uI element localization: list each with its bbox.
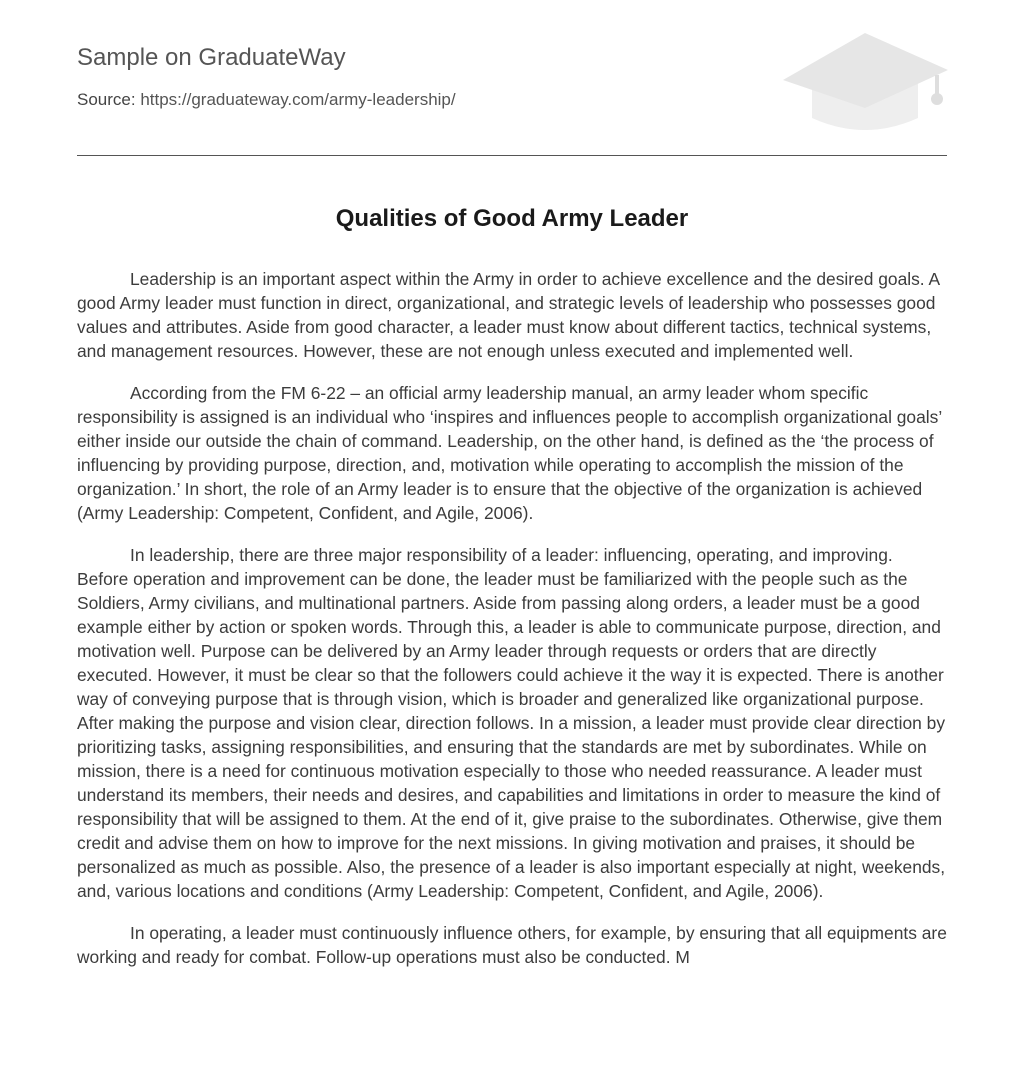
site-title: Sample on GraduateWay xyxy=(77,44,346,71)
graduation-cap-icon xyxy=(780,30,950,134)
source-link[interactable]: https://graduateway.com/army-leadership/ xyxy=(140,90,456,109)
source-label: Source: xyxy=(77,90,136,109)
essay-body xyxy=(77,267,947,987)
document-title: Qualities of Good Army Leader xyxy=(335,205,689,232)
paragraph: In operating, a leader must continuously influence others, for example, by ensuring that all equipments are working and ready for combat. Follow-up operations must also be conducted. M xyxy=(77,923,947,967)
header-divider xyxy=(77,155,947,156)
paragraph: In leadership, there are three major responsibility of a leader: influencing, operating, and improving. Before operation and improvement can be done, the leader must be familiarized with the people such as the Soldiers, Army civilians, and multinational partners. Aside from passing along orders, a leader must be a good example either by action or spoken words. Through this, a leader is able to communicate purpose, direction, and motivation well. Purpose can be delivered by an Army leader through requests or orders that are directly executed. However, it must be clear so that the followers could achieve it the way it is expected. There is another way of conveying purpose that is through vision, which is broader and generalized like organizational purpose. After making the purpose and vision clear, direction follows. In a mission, a leader must provide clear direction by prioritizing tasks, assigning responsibilities, and ensuring that the standards are met by subordinates. While on mission, there is a need for continuous motivation especially to those who needed reassurance. A leader must understand its members, their needs and desires, and capabilities and limitations in order to measure the kind of responsibility that will be assigned to them. At the end of it, give praise to the subordinates. Otherwise, give them credit and advise them on how to improve for the next missions. In giving motivation and praises, it should be personalized as much as possible. Also, the presence of a leader is also important especially at night, weekends, and, various locations and conditions (Army Leadership: Competent, Confident, and Agile, 2006). xyxy=(77,545,946,901)
source-line xyxy=(77,90,456,110)
page-header xyxy=(77,0,947,156)
paragraph: Leadership is an important aspect within the Army in order to achieve excellence and the desired goals. A good Army leader must function in direct, organizational, and strategic levels of leadership who possesses good values and attributes. Aside from good character, a leader must know about different tactics, technical systems, and management resources. However, these are not enough unless executed and implemented well. xyxy=(77,269,940,361)
paragraph: According from the FM 6-22 – an official army leadership manual, an army leader whom specific responsibility is assigned is an individual who ‘inspires and influences people to accomplish organizational goals’ either inside our outside the chain of command. Leadership, on the other hand, is defined as the ‘the process of influencing by providing purpose, direction, and, motivation while operating to accomplish the mission of the organization.’ In short, the role of an Army leader is to ensure that the objective of the organization is achieved (Army Leadership: Competent, Confident, and Agile, 2006). xyxy=(77,383,942,523)
